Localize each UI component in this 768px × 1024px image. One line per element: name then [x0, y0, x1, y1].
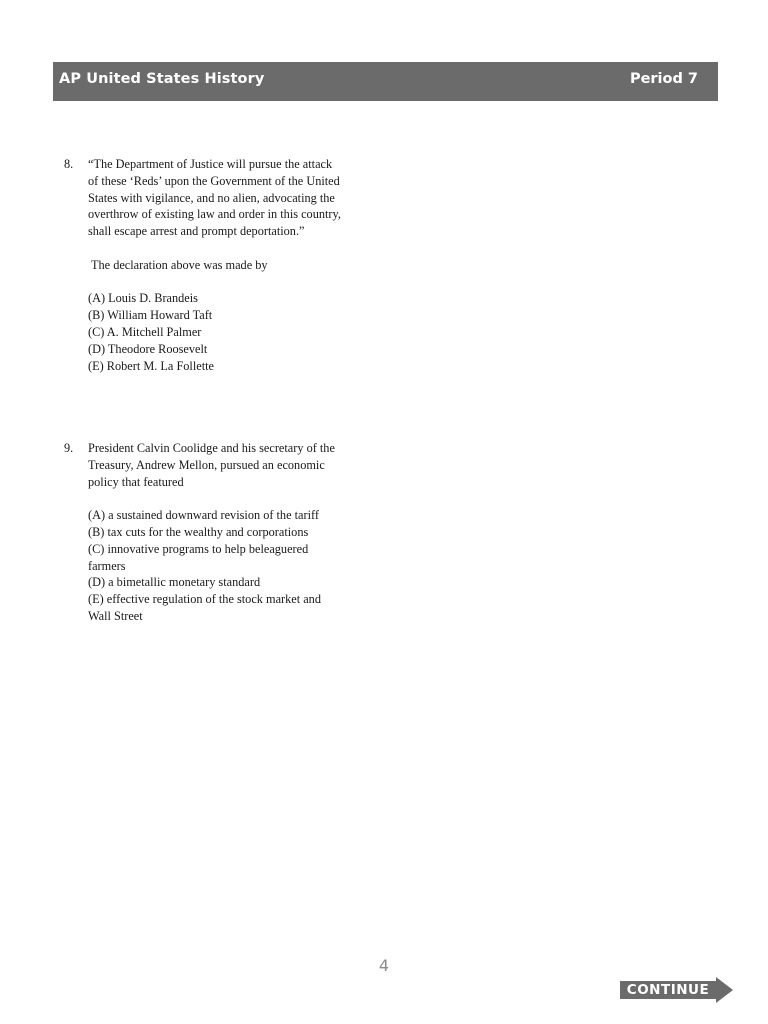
question-9 [64, 440, 344, 625]
answer-option-a[interactable]: (A) a sustained downward revision of the tariff [88, 508, 319, 523]
answer-option-d[interactable]: (D) Theodore Roosevelt [88, 341, 208, 356]
question-8 [64, 156, 344, 374]
page-number: 4 [378, 956, 390, 975]
question-prompt: The declaration above was made by [91, 257, 268, 272]
question-number: 8. [64, 157, 74, 171]
question-stem: President Calvin Coolidge and his secretary of the Treasury, Andrew Mellon, pursued an economic policy that featured [88, 441, 335, 489]
question-stem: “The Department of Justice will pursue the attack of these ‘Reds’ upon the Government of the United States with vigilance, and no alien, advocating the overthrow of existing law and order in this country, shall escape arrest and prompt deportation.” [88, 157, 341, 239]
course-title: AP United States History [59, 71, 265, 87]
answer-option-c[interactable]: (C) innovative programs to help beleaguered farmers [88, 541, 309, 573]
answer-option-a[interactable]: (A) Louis D. Brandeis [88, 291, 198, 306]
question-number: 9. [64, 441, 74, 455]
answer-option-b[interactable]: (B) William Howard Taft [88, 308, 213, 323]
answer-option-c[interactable]: (C) A. Mitchell Palmer [88, 324, 202, 339]
answer-option-d[interactable]: (D) a bimetallic monetary standard [88, 575, 261, 590]
answer-option-b[interactable]: (B) tax cuts for the wealthy and corporations [88, 524, 309, 539]
answer-options [88, 507, 344, 625]
header-bar [53, 62, 718, 101]
answer-options [88, 290, 344, 374]
answer-option-e[interactable]: (E) Robert M. La Follette [88, 358, 215, 373]
continue-button[interactable] [620, 977, 733, 1003]
continue-label: CONTINUE [626, 982, 710, 998]
answer-option-e[interactable]: (E) effective regulation of the stock market and Wall Street [88, 592, 321, 623]
period-label: Period 7 [629, 71, 698, 87]
